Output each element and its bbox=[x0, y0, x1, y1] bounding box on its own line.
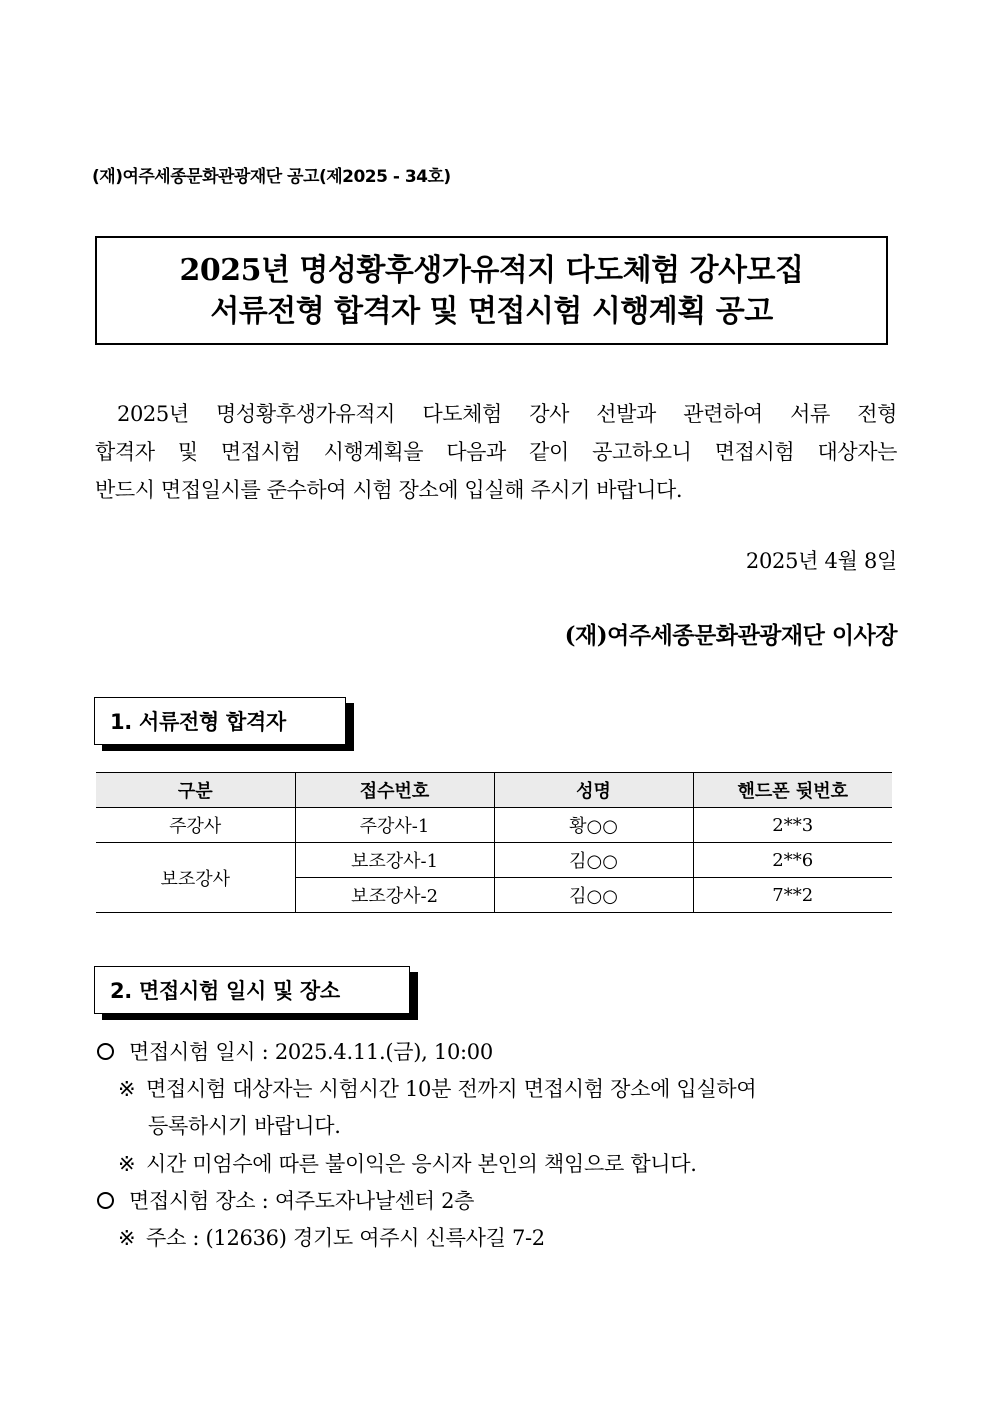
section-1-heading: 1. 서류전형 합격자 bbox=[94, 697, 346, 745]
intro-paragraph bbox=[95, 395, 897, 509]
cell-phone: 2**6 bbox=[693, 843, 892, 878]
cell-name: 김○○ bbox=[494, 878, 693, 913]
reference-mark-icon: ※ bbox=[118, 1152, 136, 1176]
signer: (재)여주세종문화관광재단 이사장 bbox=[564, 622, 897, 649]
address-row bbox=[118, 1222, 545, 1252]
section-2-heading: 2. 면접시험 일시 및 장소 bbox=[94, 966, 410, 1014]
note-1-line-2: 등록하시기 바랍니다. bbox=[148, 1114, 341, 1138]
cell-category: 주강사 bbox=[96, 808, 295, 843]
intro-line-3: 반드시 면접일시를 준수하여 시험 장소에 입실해 주시기 바랍니다. bbox=[95, 478, 683, 502]
note-2-row bbox=[118, 1148, 697, 1178]
cell-phone: 7**2 bbox=[693, 878, 892, 913]
cell-number: 보조강사-1 bbox=[295, 843, 494, 878]
interview-place-row bbox=[97, 1185, 474, 1215]
hollow-circle-icon bbox=[97, 1043, 114, 1060]
cell-phone: 2**3 bbox=[693, 808, 892, 843]
note-1-row bbox=[118, 1073, 756, 1103]
cell-name: 김○○ bbox=[494, 843, 693, 878]
table-row bbox=[96, 808, 892, 843]
notice-reference: (재)여주세종문화관광재단 공고(제2025 - 34호) bbox=[92, 167, 451, 187]
cell-number: 주강사-1 bbox=[295, 808, 494, 843]
hollow-circle-icon bbox=[97, 1192, 114, 1209]
title-line-2: 서류전형 합격자 및 면접시험 시행계획 공고 bbox=[210, 293, 773, 329]
note-1-continuation bbox=[148, 1110, 341, 1140]
cell-name: 황○○ bbox=[494, 808, 693, 843]
cell-category: 보조강사 bbox=[96, 843, 295, 913]
interview-place: 면접시험 장소 : 여주도자나날센터 2층 bbox=[129, 1189, 475, 1213]
header-category: 구분 bbox=[96, 773, 295, 808]
interview-datetime-row bbox=[97, 1036, 493, 1066]
table-header-row bbox=[96, 773, 892, 808]
reference-mark-icon: ※ bbox=[118, 1077, 136, 1101]
results-table bbox=[96, 772, 892, 913]
interview-datetime: 면접시험 일시 : 2025.4.11.(금), 10:00 bbox=[129, 1040, 493, 1064]
note-1-line-1: 면접시험 대상자는 시험시간 10분 전까지 면접시험 장소에 입실하여 bbox=[146, 1077, 757, 1101]
header-phone: 핸드폰 뒷번호 bbox=[693, 773, 892, 808]
title-box bbox=[95, 236, 888, 345]
title-line-1: 2025년 명성황후생가유적지 다도체험 강사모집 bbox=[179, 252, 804, 288]
header-name: 성명 bbox=[494, 773, 693, 808]
table-row bbox=[96, 843, 892, 878]
cell-number: 보조강사-2 bbox=[295, 878, 494, 913]
header-number: 접수번호 bbox=[295, 773, 494, 808]
reference-mark-icon: ※ bbox=[118, 1226, 136, 1250]
intro-line-2: 합격자 및 면접시험 시행계획을 다음과 같이 공고하오니 면접시험 대상자는 bbox=[95, 440, 897, 464]
notice-date: 2025년 4월 8일 bbox=[745, 549, 897, 573]
intro-line-1: 2025년 명성황후생가유적지 다도체험 강사 선발과 관련하여 서류 전형 bbox=[117, 402, 897, 426]
note-2: 시간 미엄수에 따른 불이익은 응시자 본인의 책임으로 합니다. bbox=[146, 1152, 697, 1176]
address: 주소 : (12636) 경기도 여주시 신륵사길 7-2 bbox=[146, 1226, 545, 1250]
